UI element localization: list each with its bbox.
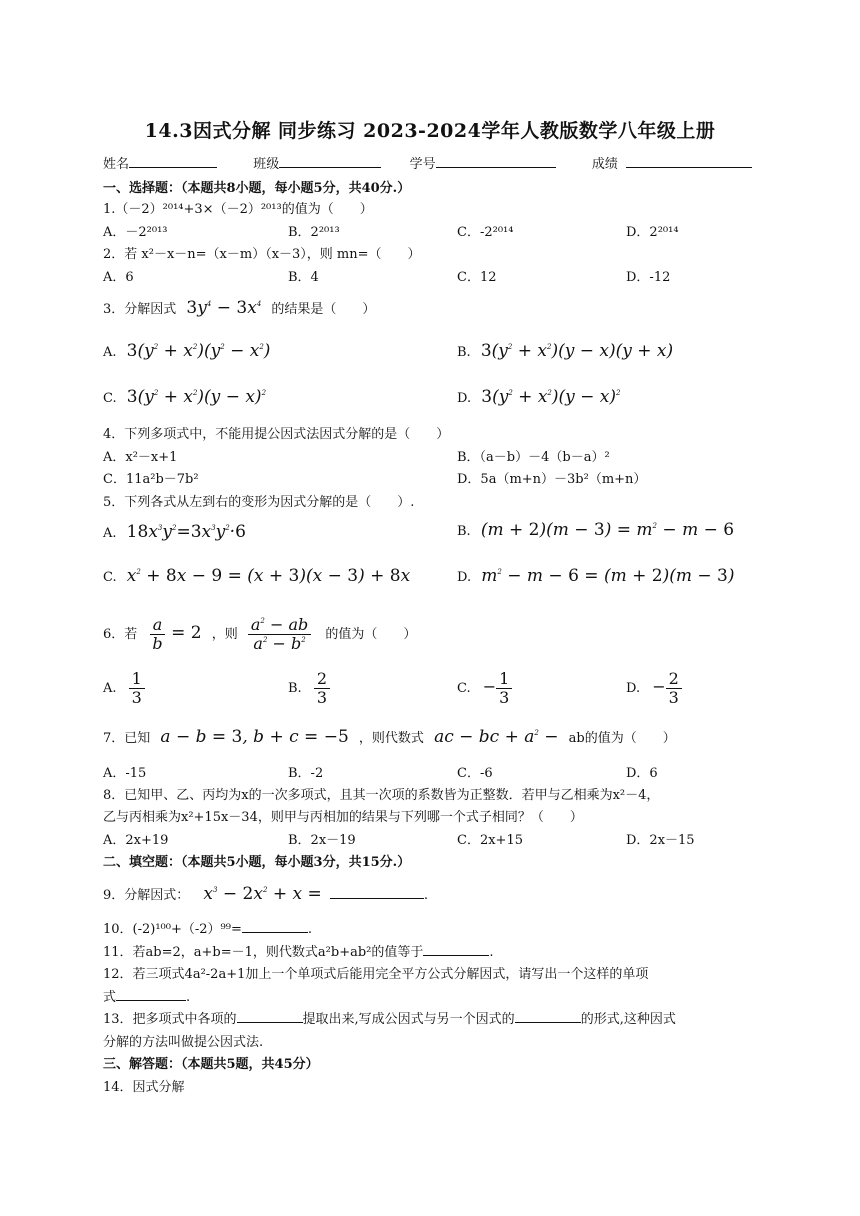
question-14-stem: 14．因式分解 [103, 1080, 185, 1095]
q12-suffix: . [186, 990, 191, 1005]
question-3-stem [103, 298, 375, 318]
q2-option-c: C．12 [457, 270, 497, 285]
id-blank[interactable] [436, 153, 556, 168]
q3-a-label: A. [103, 345, 117, 360]
q3-option-d: D. $3(y^2 + x^2)(y - x)^2$ [457, 387, 621, 407]
q3-d-label: D. [457, 391, 472, 406]
q6-mid: ，则 [211, 627, 238, 642]
q5-a-label: A. [103, 526, 117, 541]
q7-option-c: C．-6 [457, 766, 493, 781]
section-heading-fill: 二、填空题：（本题共5小题，每小题3分，共15分.） [103, 855, 411, 870]
question-8-line-1: 8．已知甲、乙、丙均为x的一次多项式，且其一次项的系数皆为正整数．若甲与乙相乘为x²－4， [103, 788, 660, 803]
q2-option-b: B．4 [288, 270, 319, 285]
q8-option-a: A．2x+19 [103, 833, 169, 848]
q11-text: 11．若ab=2，a+b=－1，则代数式a²b+ab²的值等于 [103, 945, 424, 960]
question-6-stem: 6．若 $\frac{a}{b}$ = 2 ，则 $\frac{a^2 - ab}{a^2 - b^2}$ 的值为（ ） [103, 615, 417, 653]
q8-option-b: B．2x－19 [288, 833, 356, 848]
q4-option-a: A．x²－x+1 [103, 450, 178, 465]
question-1-stem: 1.（－2）²⁰¹⁴+3×（－2）²⁰¹³的值为（ ） [103, 202, 373, 217]
section-heading-solve: 三、解答题：（本题共5题，共45分） [103, 1057, 319, 1072]
q13-text-3: 的形式,这种因式 [580, 1012, 676, 1027]
q1-option-a: A．－2²⁰¹³ [103, 225, 168, 240]
question-12-line-2 [103, 986, 190, 1005]
question-11-stem [103, 941, 494, 960]
class-blank[interactable] [279, 153, 381, 168]
id-label: 学号 [409, 157, 436, 172]
q3-option-a: A. $3(y^2 + x^2)(y^2 - x^2)$ [103, 341, 271, 361]
q3-b-label: B. [457, 345, 471, 360]
name-blank[interactable] [129, 153, 217, 168]
q6-b-label: B. [288, 681, 302, 696]
q5-option-b: B. $(m + 2)(m - 3) = m^2 - m - 6$ [457, 520, 735, 540]
q6-a-label: A. [103, 681, 117, 696]
q7-mid: ，则代数式 [358, 731, 424, 746]
q1-option-b: B．2²⁰¹³ [288, 225, 340, 240]
q5-d-label: D. [457, 570, 472, 585]
q6-option-d: D. − $\frac{2}{3}$ [626, 670, 682, 707]
q11-answer-blank[interactable] [423, 941, 489, 956]
q5-b-label: B. [457, 524, 471, 539]
q3-suffix: 的结果是（ ） [271, 302, 376, 317]
q7-option-a: A．-15 [103, 766, 147, 781]
q3-option-b: B. $3(y^2 + x^2)(y - x)(y + x)$ [457, 341, 674, 361]
q8-option-c: C．2x+15 [457, 833, 523, 848]
question-12-line-1: 12．若三项式4a²-2a+1加上一个单项式后能用完全平方公式分解因式，请写出一个这样的单项 [103, 967, 649, 982]
q10-answer-blank[interactable] [242, 918, 308, 933]
q13-blank-2[interactable] [515, 1008, 581, 1023]
question-4-stem: 4．下列多项式中，不能用提公因式法因式分解的是（ ） [103, 427, 450, 442]
q3-prefix: 3．分解因式 [103, 302, 177, 317]
q6-option-a: A. $\frac{1}{3}$ [103, 670, 145, 707]
q13-text-1: 13．把多项式中各项的 [103, 1012, 237, 1027]
q12-text: 式 [103, 990, 117, 1005]
page-title: 14.3因式分解 同步练习 2023-2024学年人教版数学八年级上册 [144, 120, 716, 142]
q7-option-b: B．-2 [288, 766, 324, 781]
q6-d-label: D. [626, 681, 641, 696]
q9-prefix: 9．分解因式： [103, 888, 190, 903]
question-13-line-1 [103, 1008, 676, 1027]
q7-prefix: 7．已知 [103, 731, 151, 746]
q10-text: 10．(-2)¹⁰⁰+（-2）⁹⁹= [103, 922, 242, 937]
q6-option-c: C. − $\frac{1}{3}$ [457, 670, 512, 707]
question-13-line-2: 分解的方法叫做提公因式法. [103, 1035, 264, 1050]
q5-option-c: C. $x^2 + 8x - 9 = (x + 3)(x - 3) + 8x$ [103, 566, 411, 586]
score-label: 成绩 [591, 157, 618, 172]
question-2-stem: 2．若 x²－x－n=（x－m）（x－3），则 mn=（ ） [103, 247, 421, 262]
q6-prefix: 6．若 [103, 627, 138, 642]
q2-option-a: A．6 [103, 270, 134, 285]
q5-option-d: D. $m^2 - m - 6 = (m + 2)(m - 3)$ [457, 566, 735, 586]
q5-c-label: C. [103, 570, 117, 585]
question-8-line-2: 乙与丙相乘为x²+15x－34，则甲与丙相加的结果与下列哪一个式子相同？（ ） [103, 810, 583, 825]
question-10-stem [103, 918, 312, 937]
q4-option-c: C．11a²b－7b² [103, 472, 199, 487]
q9-answer-blank[interactable] [330, 884, 424, 899]
q1-option-c: C．-2²⁰¹⁴ [457, 225, 514, 240]
q4-option-d: D．5a（m+n）－3b²（m+n） [457, 472, 647, 487]
q12-answer-blank[interactable] [116, 986, 186, 1001]
q6-suffix: 的值为（ ） [325, 627, 417, 642]
name-label: 姓名 [103, 157, 130, 172]
q4-option-b: B．（a－b）－4（b－a）² [457, 450, 610, 465]
q3-c-label: C. [103, 391, 117, 406]
student-info-row [103, 153, 752, 172]
q5-option-a: A. $18x^3y^2=3x^3y^2\cdot 6$ [103, 522, 246, 542]
q13-blank-1[interactable] [237, 1008, 303, 1023]
q3-expression: $3y^4 - 3x^4$ [186, 298, 262, 318]
q9-suffix: . [423, 888, 429, 903]
q1-option-d: D．2²⁰¹⁴ [626, 225, 679, 240]
score-blank[interactable] [626, 153, 752, 168]
question-7-stem: 7．已知 a − b = 3, b + c = −5 ，则代数式 ac − bc + $a^2$ − ab的值为（ ） [103, 727, 676, 747]
q10-suffix: . [307, 922, 312, 937]
question-5-stem: 5．下列各式从左到右的变形为因式分解的是（ ）. [103, 495, 415, 510]
q11-suffix: . [489, 945, 494, 960]
q7-suffix: ab的值为（ ） [568, 731, 676, 746]
question-9-stem: 9．分解因式： $x^3 - 2x^2 + x$ = . [103, 884, 429, 904]
q3-option-c: C. $3(y^2 + x^2)(y - x)^2$ [103, 387, 267, 407]
section-heading-choice: 一、选择题：（本题共8小题，每小题5分，共40分.） [103, 181, 411, 196]
q7-option-d: D．6 [626, 766, 658, 781]
q13-text-2: 提取出来,写成公因式与另一个因式的 [302, 1012, 515, 1027]
class-label: 班级 [253, 157, 280, 172]
q2-option-d: D．-12 [626, 270, 671, 285]
q6-c-label: C. [457, 681, 471, 696]
q8-option-d: D．2x－15 [626, 833, 695, 848]
q6-option-b: B. $\frac{2}{3}$ [288, 670, 330, 707]
